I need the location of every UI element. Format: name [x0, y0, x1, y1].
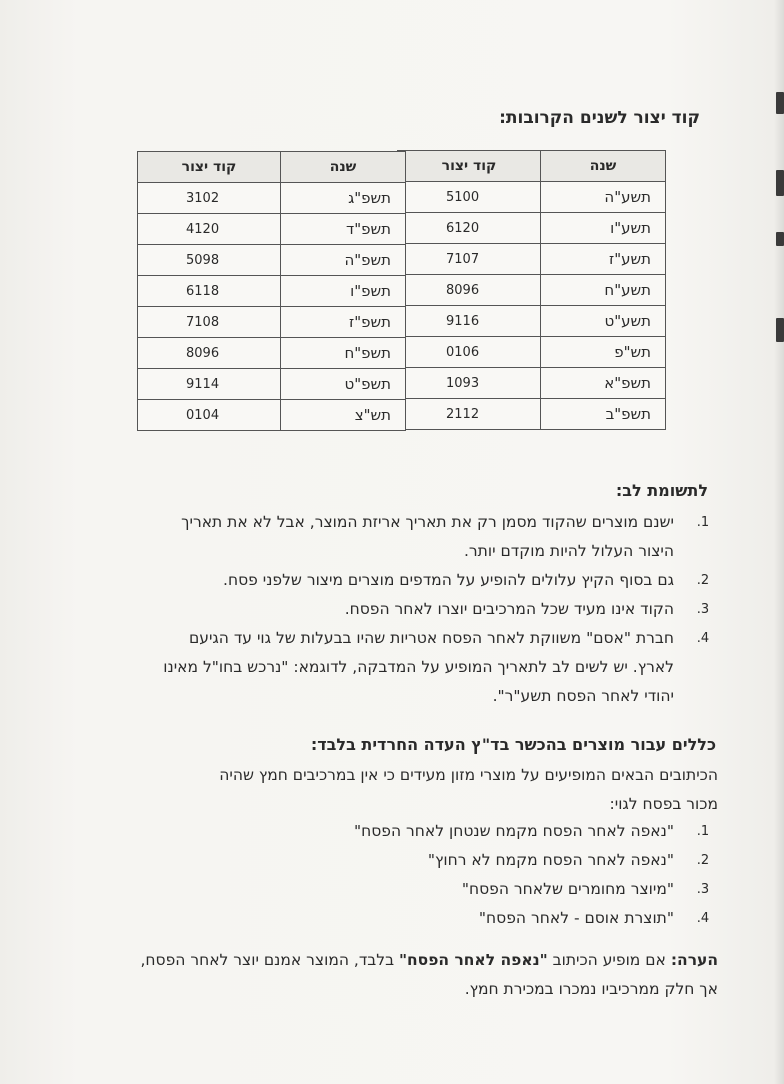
table-row — [138, 369, 406, 400]
year-cell: תשפ"ג — [281, 183, 406, 214]
item-number: 2. — [696, 853, 710, 868]
item-number: 3. — [696, 602, 710, 617]
item-text: "נאפה לאחר הפסח מקמח לא רחוץ" — [427, 851, 674, 869]
rules-list — [118, 817, 718, 933]
table-row — [398, 368, 666, 399]
table-row — [398, 244, 666, 275]
year-cell: תשע"ח — [541, 275, 666, 306]
item-number: 1. — [696, 515, 710, 530]
list-item — [58, 566, 718, 595]
note-emphasis: "נאפה לאחר הפסח" — [398, 951, 548, 969]
year-cell: תשפ"ז — [281, 307, 406, 338]
list-item — [118, 817, 718, 846]
code-cell: 7108 — [138, 307, 281, 338]
table-row — [138, 183, 406, 214]
code-cell: 2112 — [398, 399, 541, 430]
year-cell: תשע"ו — [541, 213, 666, 244]
attention-list — [58, 508, 718, 711]
table-row — [138, 400, 406, 431]
note-paragraph — [38, 946, 718, 1004]
header-year: שנה — [281, 152, 406, 183]
code-cell: 4120 — [138, 214, 281, 245]
year-cell: תשפ"ב — [541, 399, 666, 430]
header-year: שנה — [541, 151, 666, 182]
list-item — [118, 904, 718, 933]
note-line: אך חלק ממרכיביו נמכרו במכירת חמץ. — [464, 980, 718, 998]
note-text: בלבד, המוצר אמנם יוצר לאחר הפסח, — [140, 951, 399, 969]
item-text: "תוצרת אוסם - לאחר הפסח" — [478, 909, 674, 927]
table-row — [138, 245, 406, 276]
note-text: אם מופיע הכיתוב — [547, 951, 671, 969]
code-cell: 0106 — [398, 337, 541, 368]
code-cell: 1093 — [398, 368, 541, 399]
code-cell: 6120 — [398, 213, 541, 244]
rules-heading: כללים עבור מוצרים בהכשר בד"ץ העדה החרדית בלבד: — [310, 735, 716, 754]
code-cell: 8096 — [138, 338, 281, 369]
table-row — [398, 306, 666, 337]
production-code-table-left — [137, 151, 406, 431]
item-number: 4. — [696, 631, 710, 646]
note-label: הערה: — [670, 951, 718, 969]
year-cell: תשע"ט — [541, 306, 666, 337]
item-line: חברת "אסם" משווקת לאחר הפסח אטריות שהיו בבעלות של גוי עד הגיעם — [188, 629, 674, 647]
year-cell: תש"פ — [541, 337, 666, 368]
code-cell: 0104 — [138, 400, 281, 431]
code-cell: 5098 — [138, 245, 281, 276]
note-line — [38, 946, 718, 975]
item-line: יהודי לאחר הפסח תשע"ר". — [492, 687, 674, 705]
year-cell: תשפ"ט — [281, 369, 406, 400]
item-line: היצור העלול להיות מוקדם יותר. — [464, 542, 674, 560]
intro-line: מכור בפסח לגוי: — [609, 795, 718, 813]
year-cell: תשפ"ה — [281, 245, 406, 276]
year-cell: תש"צ — [281, 400, 406, 431]
code-cell: 9114 — [138, 369, 281, 400]
table-row — [138, 276, 406, 307]
rules-intro — [48, 761, 718, 819]
code-cell: 5100 — [398, 182, 541, 213]
item-text: "נאפה לאחר הפסח מקמח שנטחן לאחר הפסח" — [353, 822, 674, 840]
table-row — [138, 307, 406, 338]
page-title: קוד יצור לשנים הקרובות: — [499, 108, 700, 128]
year-cell: תשע"ז — [541, 244, 666, 275]
code-cell: 6118 — [138, 276, 281, 307]
code-cell: 9116 — [398, 306, 541, 337]
item-line: לארץ. יש לשים לב לתאריך המופיע על המדבקה, לדוגמא: "נרכש בחו"ל מאינו — [163, 658, 674, 676]
scan-edge-mark — [776, 170, 784, 196]
list-item — [58, 508, 718, 566]
scan-edge-mark — [776, 92, 784, 114]
item-text: "מיוצר מחומרים שלאחר הפסח" — [461, 880, 674, 898]
scan-edge-mark — [776, 318, 784, 342]
table-row — [138, 338, 406, 369]
year-cell: תשע"ה — [541, 182, 666, 213]
table-row — [138, 214, 406, 245]
year-cell: תשפ"א — [541, 368, 666, 399]
item-line: ישנם מוצרים שהקוד מסמן רק את תאריך אריזת המוצר, אבל לא את תאריך — [181, 513, 674, 531]
year-cell: תשפ"ד — [281, 214, 406, 245]
code-cell: 3102 — [138, 183, 281, 214]
list-item — [118, 846, 718, 875]
code-cell: 7107 — [398, 244, 541, 275]
item-number: 3. — [696, 882, 710, 897]
list-item — [58, 624, 718, 711]
item-line: גם בסוף הקיץ עלולים להופיע על המדפים מוצרים מיצור שלפני פסח. — [223, 571, 674, 589]
intro-line: הכיתובים הבאים המופיעים על מוצרי מזון מעידים כי אין במרכיבים חמץ שהיה — [219, 766, 718, 784]
attention-heading: לתשומת לב: — [615, 481, 708, 500]
table-header-row — [398, 151, 666, 182]
scan-edge-mark — [776, 232, 784, 246]
page-edge-shadow — [774, 0, 784, 1084]
table-row — [398, 275, 666, 306]
table-row — [398, 399, 666, 430]
code-cell: 8096 — [398, 275, 541, 306]
item-number: 1. — [696, 824, 710, 839]
table-row — [398, 182, 666, 213]
table-header-row — [138, 152, 406, 183]
table-row — [398, 337, 666, 368]
year-cell: תשפ"ח — [281, 338, 406, 369]
header-code: קוד יצור — [398, 151, 541, 182]
production-code-table-right — [397, 150, 666, 430]
item-number: 4. — [696, 911, 710, 926]
item-number: 2. — [696, 573, 710, 588]
list-item — [118, 875, 718, 904]
list-item — [58, 595, 718, 624]
header-code: קוד יצור — [138, 152, 281, 183]
year-cell: תשפ"ו — [281, 276, 406, 307]
item-line: הקוד אינו מעיד שכל המרכיבים יוצרו לאחר הפסח. — [344, 600, 674, 618]
table-row — [398, 213, 666, 244]
